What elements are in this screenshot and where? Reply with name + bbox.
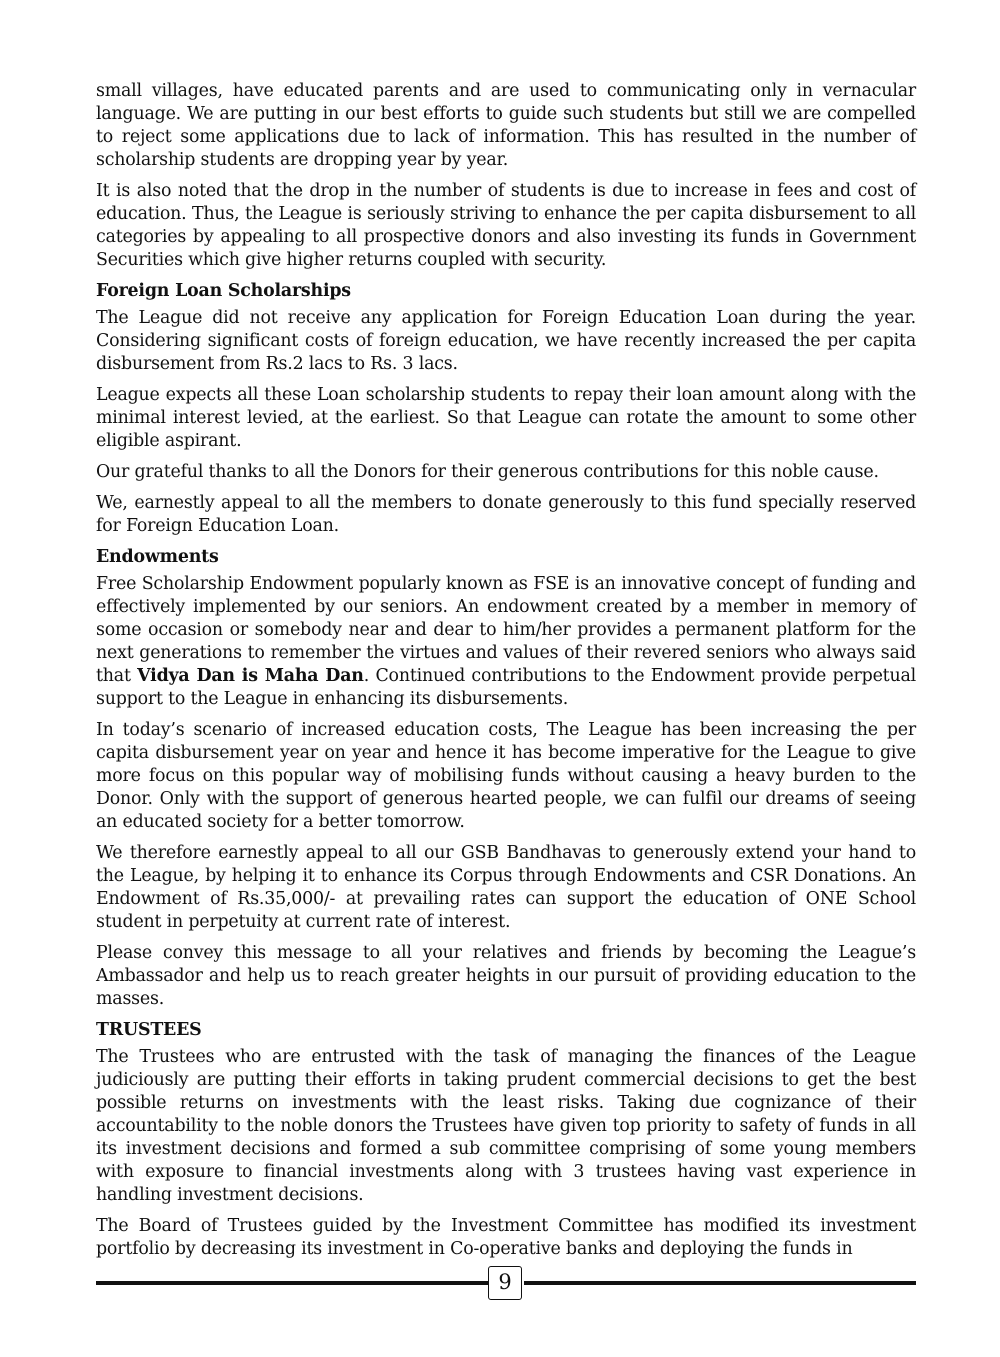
paragraph: The Trustees who are entrusted with the task of managing the finances of the League judiciously are putting their efforts in taking prudent commercial decisions to get the best possible returns on investments with the least risks. Taking due cognizance of their accountability to the noble donors the Trustees have given top priority to safety of funds in all its investment decisions and formed a sub committee comprising of some young members with exposure to financial investments along with 3 trustees having vast experience in handling investment decisions.: [96, 1047, 916, 1205]
paragraph: League expects all these Loan scholarship students to repay their loan amount along with the minimal interest levied, at the earliest. So that League can rotate the amount to some other eligible aspirant.: [96, 385, 916, 451]
section-heading-trustees: TRUSTEES: [96, 1020, 202, 1040]
section-heading-foreign-loan: Foreign Loan Scholarships: [96, 281, 351, 301]
paragraph: [96, 573, 916, 711]
paragraph: We therefore earnestly appeal to all our GSB Bandhavas to generously extend your hand to the League, by helping it to enhance its Corpus through Endowments and CSR Donations. An Endowment of Rs.35,000/- at prevailing rates can support the education of ONE School student in perpetuity at current rate of interest.: [96, 843, 916, 932]
paragraph: The League did not receive any application for Foreign Education Loan during the year. Considering significant costs of foreign education, we have recently increased the per capita disbursement from Rs.2 lacs to Rs. 3 lacs.: [96, 308, 916, 374]
paragraph: We, earnestly appeal to all the members to donate generously to this fund specially reserved for Foreign Education Loan.: [96, 493, 916, 536]
paragraph: small villages, have educated parents and are used to communicating only in vernacular language. We are putting in our best efforts to guide such students but still we are compelled to reject some applications due to lack of information. This has resulted in the number of scholarship students are dropping year by year.: [96, 81, 916, 170]
paragraph: In today’s scenario of increased education costs, The League has been increasing the per capita disbursement year on year and hence it has become imperative for the League to give more focus on this popular way of mobilising funds without causing a heavy burden to the Donor. Only with the support of generous hearted people, we can fulfil our dreams of seeing an educated society for a better tomorrow.: [96, 720, 916, 832]
paragraph: Please convey this message to all your relatives and friends by becoming the League’s Ambassador and help us to reach greater heights in our pursuit of providing education to the masses.: [96, 943, 916, 1009]
paragraph: It is also noted that the drop in the number of students is due to increase in fees and cost of education. Thus, the League is seriously striving to enhance the per capita disbursement to all categories by appealing to all prospective donors and also investing its funds in Government Securities which give higher returns coupled with security.: [96, 181, 916, 270]
page-content: [96, 80, 916, 1269]
footer-rule-left: [96, 1281, 488, 1285]
page-footer: [96, 1264, 916, 1304]
paragraph-text: . Continued contributions to the Endowment provide perpetual support to the League in enhancing its disbursements.: [96, 666, 916, 709]
paragraph: The Board of Trustees guided by the Investment Committee has modified its investment portfolio by decreasing its investment in Co-operative banks and deploying the funds in: [96, 1216, 916, 1259]
footer-rule-right: [524, 1281, 916, 1285]
paragraph-text: Free Scholarship Endowment popularly known as FSE is an innovative concept of funding and effectively implemented by our seniors. An endowment created by a member in memory of some occasion or somebody near and dear to him/her provides a permanent platform for the next generations to remember the virtues and values of their revered seniors who always said that: [96, 574, 916, 686]
bold-phrase: Vidya Dan is Maha Dan: [137, 666, 364, 686]
page-number: 9: [488, 1266, 522, 1300]
paragraph: Our grateful thanks to all the Donors for their generous contributions for this noble cause.: [96, 462, 879, 482]
section-heading-endowments: Endowments: [96, 547, 219, 567]
